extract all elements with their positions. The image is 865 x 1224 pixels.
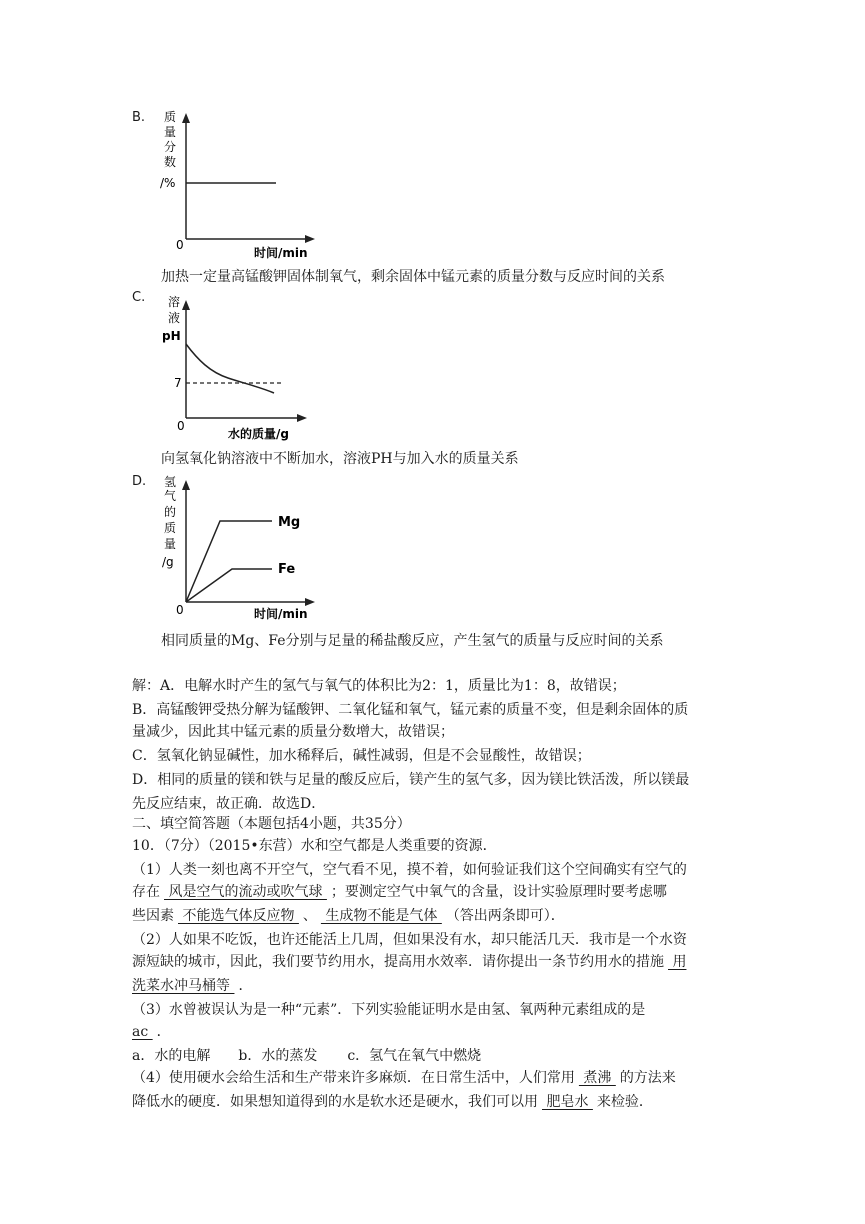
q10-p1-line1: （1）人类一刻也离不开空气，空气看不见，摸不着，如何验证我们这个空间确实有空气的 — [132, 862, 687, 878]
option-b-label: B. — [132, 110, 146, 125]
graph-d-legend-fe: Fe — [278, 562, 296, 577]
q10-p4-text: （4）使用硬水会给生活和生产带来许多麻烦．在日常生活中，人们常用 — [132, 1070, 575, 1086]
solution-line-3: 量减少，因此其中锰元素的质量分数增大，故错误； — [132, 724, 454, 740]
graph-d-caption: 相同质量的Mg、Fe分别与足量的稀盐酸反应，产生氢气的质量与反应时间的关系 — [161, 633, 664, 649]
graph-c — [150, 290, 330, 445]
graph-c-y-label-1: 液 — [168, 311, 181, 325]
graph-c-x-arrow — [297, 414, 307, 422]
q10-answer-7: 肥皂水 — [542, 1094, 593, 1110]
q10-answer-6: 煮沸 — [578, 1070, 616, 1086]
graph-b-y-label-4: /% — [160, 176, 176, 190]
option-c-label: C. — [132, 290, 146, 305]
graph-d-y-label-3: 质 — [164, 521, 177, 535]
q10-option-a: a．水的电解 — [132, 1048, 211, 1064]
q10-p2-text: 源短缺的城市，因此，我们要节约用水，提高用水效率．请你提出一条节约用水的措施 — [132, 954, 664, 970]
graph-d-y-label-2: 的 — [164, 505, 177, 519]
q10-p4-text: 降低水的硬度．如果想知道得到的水是软水还是硬水，我们可以用 — [132, 1094, 538, 1110]
q10-p1-line2 — [132, 882, 667, 902]
q10-answer-5-pad — [645, 1002, 653, 1018]
graph-b-x-label: 时间/min — [254, 246, 308, 260]
solution-line-2: B．高锰酸钾受热分解为锰酸钾、二氧化锰和氧气，锰元素的质量不变，但是剩余固体的质 — [132, 702, 689, 718]
q10-p1-text: （答出两条即可）． — [445, 908, 565, 924]
graph-c-series-curve — [186, 344, 274, 393]
q10-p4-line1 — [132, 1068, 676, 1088]
q10-answer-1: 风是空气的流动或吹气球 — [164, 884, 327, 900]
graph-d-y-label-4: 量 — [164, 537, 177, 551]
q10-p3-line1 — [132, 1000, 653, 1020]
q10-p3-options — [132, 1046, 481, 1066]
q10-p3-end: ． — [156, 1024, 171, 1040]
graph-d-series-fe — [186, 569, 272, 602]
q10-p3-line2 — [132, 1022, 171, 1042]
q10-p4-line2 — [132, 1092, 653, 1112]
q10-p2-end: ． — [238, 978, 253, 994]
graph-c-y-label-0: 溶 — [168, 295, 181, 309]
q10-answer-5: ac — [132, 1024, 153, 1040]
q10-p1-separator: 、 — [302, 908, 317, 924]
q10-p1-text: ；要测定空气中氧气的含量，设计实验原理时要考虑哪 — [330, 884, 667, 900]
solution-line-6: 先反应结束，故正确．故选D． — [132, 796, 326, 812]
solution-line-5: D．相同的质量的镁和铁与足量的酸反应后，镁产生的氢气多，因为镁比铁活泼，所以镁最 — [132, 772, 690, 788]
q10-answer-4a: 用 — [668, 954, 687, 970]
graph-b-y-label-2: 分 — [164, 140, 177, 154]
graph-c-origin: 0 — [177, 419, 185, 433]
q10-answer-3: 生成物不能是气体 — [320, 908, 442, 924]
graph-b-caption: 加热一定量高锰酸钾固体制氧气，剩余固体中锰元素的质量分数与反应时间的关系 — [161, 269, 665, 285]
graph-b-y-arrow — [182, 113, 190, 123]
q10-p1-line3 — [132, 906, 565, 926]
graph-b-y-label-3: 数 — [164, 155, 177, 169]
graph-d-origin: 0 — [176, 603, 184, 617]
q10-p4-text: 的方法来 — [619, 1070, 676, 1086]
q10-title: 10．（7分）（2015•东营）水和空气都是人类重要的资源． — [132, 838, 497, 854]
graph-d-legend-mg: Mg — [278, 515, 301, 530]
q10-answer-4b: 洗菜水冲马桶等 — [132, 978, 235, 994]
graph-b-y-label-1: 量 — [164, 125, 177, 139]
graph-d-y-label-1: 气 — [164, 489, 177, 503]
q10-p2-line3 — [132, 976, 252, 996]
graph-c-y-arrow — [182, 300, 190, 310]
q10-p1-text: 些因素 — [132, 908, 174, 924]
graph-d — [150, 472, 350, 624]
graph-b-y-label-0: 质 — [164, 110, 177, 124]
graph-b-origin: 0 — [176, 238, 184, 252]
q10-p2-line2 — [132, 952, 690, 972]
solution-line-4: C．氢氧化钠显碱性，加水稀释后，碱性减弱，但是不会显酸性，故错误； — [132, 748, 591, 764]
graph-d-y-label-0: 氢 — [164, 475, 177, 489]
q10-answer-2: 不能选气体反应物 — [178, 908, 299, 924]
solution-line-1: 解：A．电解水时产生的氢气与氧气的体积比为2：1，质量比为1：8，故错误； — [132, 678, 626, 694]
option-d-label: D. — [132, 474, 147, 489]
q10-p3-text: （3）水曾被误认为是一种“元素”．下列实验能证明水是由氢、氧两种元素组成的是 — [132, 1002, 646, 1018]
graph-b-x-arrow — [305, 235, 315, 243]
q10-p1-text: 存在 — [132, 884, 160, 900]
q10-option-b: b．水的蒸发 — [238, 1048, 318, 1064]
q10-p4-text: 来检验． — [596, 1094, 653, 1110]
graph-c-x-label: 水的质量/g — [228, 427, 289, 441]
section-heading: 二、填空简答题（本题包括4小题，共35分） — [132, 816, 411, 832]
graph-c-tick-7: 7 — [174, 376, 182, 390]
graph-d-series-mg — [186, 521, 272, 602]
graph-d-x-label: 时间/min — [254, 607, 308, 621]
q10-option-c: c．氢气在氧气中燃烧 — [347, 1048, 482, 1064]
graph-d-y-arrow — [182, 480, 190, 490]
graph-d-y-label-5: /g — [162, 555, 174, 569]
q10-p2-line1: （2）人如果不吃饭，也许还能活上几周，但如果没有水，却只能活几天．我市是一个水资 — [132, 932, 687, 948]
graph-d-x-arrow — [305, 598, 315, 606]
graph-b — [150, 105, 330, 260]
graph-c-caption: 向氢氧化钠溶液中不断加水，溶液PH与加入水的质量关系 — [161, 451, 519, 467]
graph-c-y-label-2: pH — [162, 329, 181, 343]
